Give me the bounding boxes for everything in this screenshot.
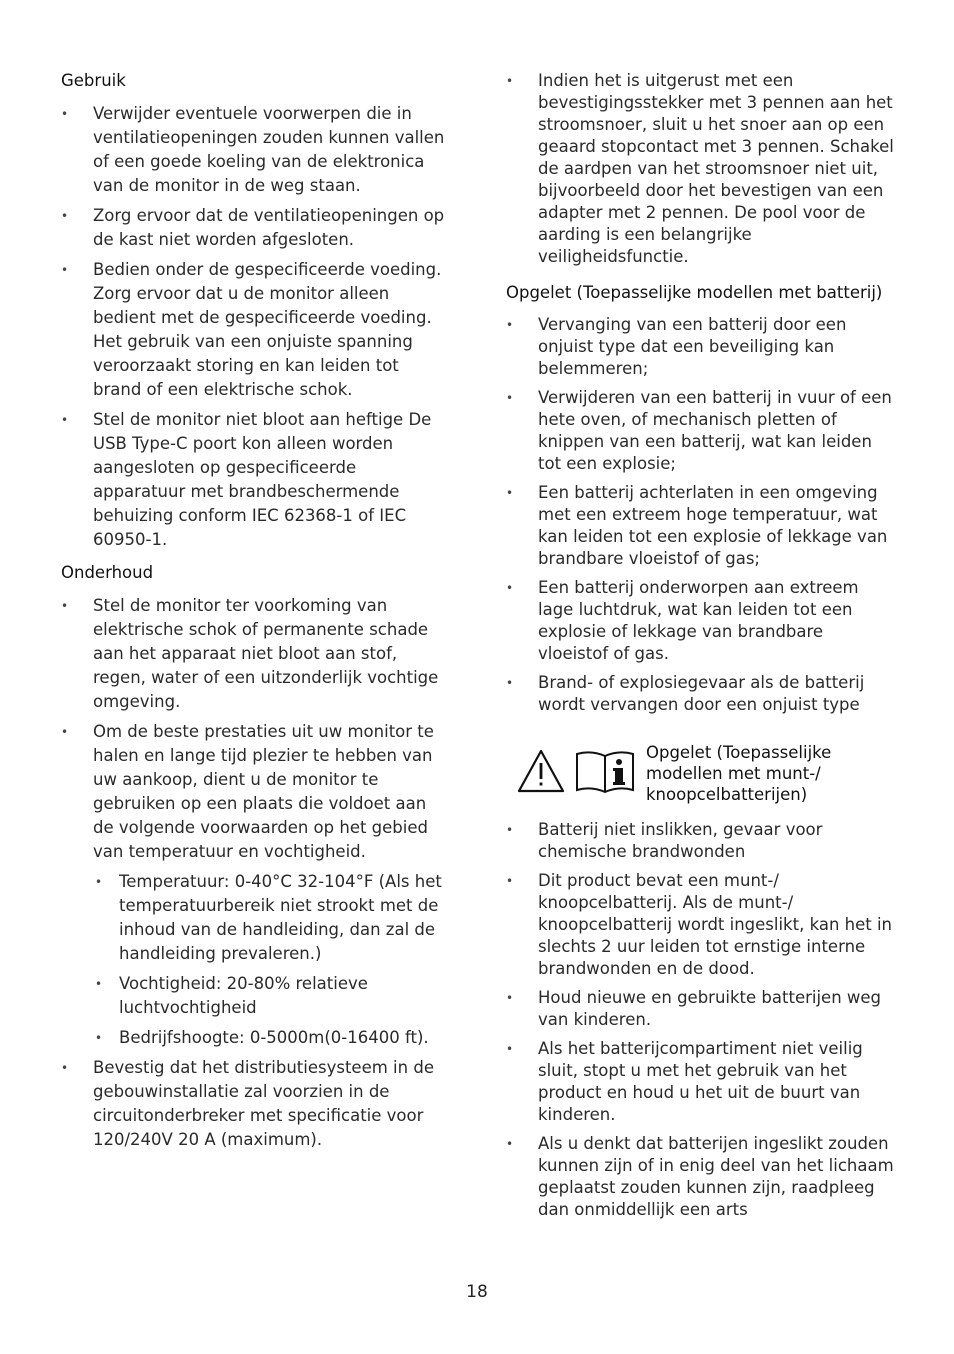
left-column xyxy=(61,70,451,1162)
list-item: • Als u denkt dat batterijen ingeslikt zouden kunnen zijn of in enig deel van het lichaam geplaatst zouden kunnen zijn, raadpleeg dan onmiddellijk een arts xyxy=(506,1133,898,1221)
section-onderhoud xyxy=(61,562,451,1152)
sub-list-item: • Temperatuur: 0-40°C 32-104°F (Als het temperatuurbereik niet strookt met de inhoud van de handleiding, dan zal de handleiding prevaleren.) xyxy=(93,870,451,966)
list-item: • Vervanging van een batterij door een onjuist type dat een beveiliging kan belemmeren; xyxy=(506,314,898,380)
list-item: • Houd nieuwe en gebruikte batterijen weg van kinderen. xyxy=(506,987,898,1031)
caution-block xyxy=(506,742,898,805)
heading-batterij: Opgelet (Toepasselijke modellen met batterij) xyxy=(506,283,883,302)
caution-icons xyxy=(516,748,636,798)
list-item: • Een batterij achterlaten in een omgeving met een extreem hoge temperatuur, wat kan leiden tot een explosie of lekkage van brandbare vloeistof of gas; xyxy=(506,482,898,570)
right-column xyxy=(506,70,898,1228)
list-item: • Bevestig dat het distributiesysteem in de gebouwinstallatie zal voorzien in de circuitonderbreker met specificatie voor 120/240V 20 A (maximum). xyxy=(61,1056,451,1152)
list-item: • Brand- of explosiegevaar als de batterij wordt vervangen door een onjuist type xyxy=(506,672,898,716)
list-item: • Stel de monitor niet bloot aan heftige De USB Type-C poort kon alleen worden aangesloten op gespecificeerde apparatuur met brandbeschermende behuizing conform IEC 62368-1 of IEC 60950-1. xyxy=(61,408,451,552)
heading-gebruik: Gebruik xyxy=(61,71,126,90)
list-item: • Bedien onder de gespecificeerde voeding. Zorg ervoor dat u de monitor alleen bedient met de gespecificeerde voeding. Het gebruik van een onjuiste spanning veroorzaakt storing en kan leiden tot brand of een elektrische schok. xyxy=(61,258,451,402)
list-item-text: Om de beste prestaties uit uw monitor te halen en lange tijd plezier te hebben van uw aankoop, dient u de monitor te gebruiken op een plaats die voldoet aan de volgende voorwaarden op het gebied van temperatuur en vochtigheid. xyxy=(93,722,434,861)
list-item: • Verwijderen van een batterij in vuur of een hete oven, of mechanisch pletten of knippen van een batterij, wat kan leiden tot een explosie; xyxy=(506,387,898,475)
list-item: • Indien het is uitgerust met een bevestigingsstekker met 3 pennen aan het stroomsnoer, sluit u het snoer aan op een geaard stopcontact met 3 pennen. Schakel de aardpen van het stroomsnoer niet uit, bijvoorbeeld door het bevestigen van een adapter met 2 pennen. De pool voor de aarding is een belangrijke veiligheidsfunctie. xyxy=(506,70,898,268)
list-gebruik xyxy=(61,102,451,552)
sub-list-item: • Vochtigheid: 20-80% relatieve luchtvochtigheid xyxy=(93,972,451,1020)
section-gebruik xyxy=(61,70,451,552)
list-item: • Batterij niet inslikken, gevaar voor chemische brandwonden xyxy=(506,819,898,863)
list-item: • Als het batterijcompartiment niet veilig sluit, stopt u met het gebruik van het product en houd u het uit de buurt van kinderen. xyxy=(506,1038,898,1126)
list-knoopcel xyxy=(506,819,898,1221)
manual-info-icon xyxy=(574,748,636,798)
list-item xyxy=(61,720,451,1050)
list-onderhoud xyxy=(61,594,451,1152)
list-intro xyxy=(506,70,898,268)
list-item: • Verwijder eventuele voorwerpen die in ventilatieopeningen zouden kunnen vallen of een goede koeling van de elektronica van de monitor in de weg staan. xyxy=(61,102,451,198)
list-item: • Stel de monitor ter voorkoming van elektrische schok of permanente schade aan het apparaat niet bloot aan stof, regen, water of een uitzonderlijk vochtige omgeving. xyxy=(61,594,451,714)
heading-onderhoud: Onderhoud xyxy=(61,563,154,582)
page-number: 18 xyxy=(466,1282,488,1302)
sublist-conditions xyxy=(93,870,451,1050)
list-item: • Een batterij onderworpen aan extreem lage luchtdruk, wat kan leiden tot een explosie of lekkage van brandbare vloeistof of gas. xyxy=(506,577,898,665)
sub-list-item: • Bedrijfshoogte: 0-5000m(0-16400 ft). xyxy=(93,1026,451,1050)
warning-triangle-icon xyxy=(516,748,566,798)
list-batterij xyxy=(506,314,898,716)
list-item: • Dit product bevat een munt-/ knoopcelbatterij. Als de munt-/ knoopcelbatterij wordt ingeslikt, kan het in slechts 2 uur leiden tot ernstige interne brandwonden en de dood. xyxy=(506,870,898,980)
section-batterij xyxy=(506,282,898,716)
heading-knoopcel: Opgelet (Toepasselijke modellen met munt-/ knoopcelbatterijen) xyxy=(646,743,832,804)
list-item: • Zorg ervoor dat de ventilatieopeningen op de kast niet worden afgesloten. xyxy=(61,204,451,252)
